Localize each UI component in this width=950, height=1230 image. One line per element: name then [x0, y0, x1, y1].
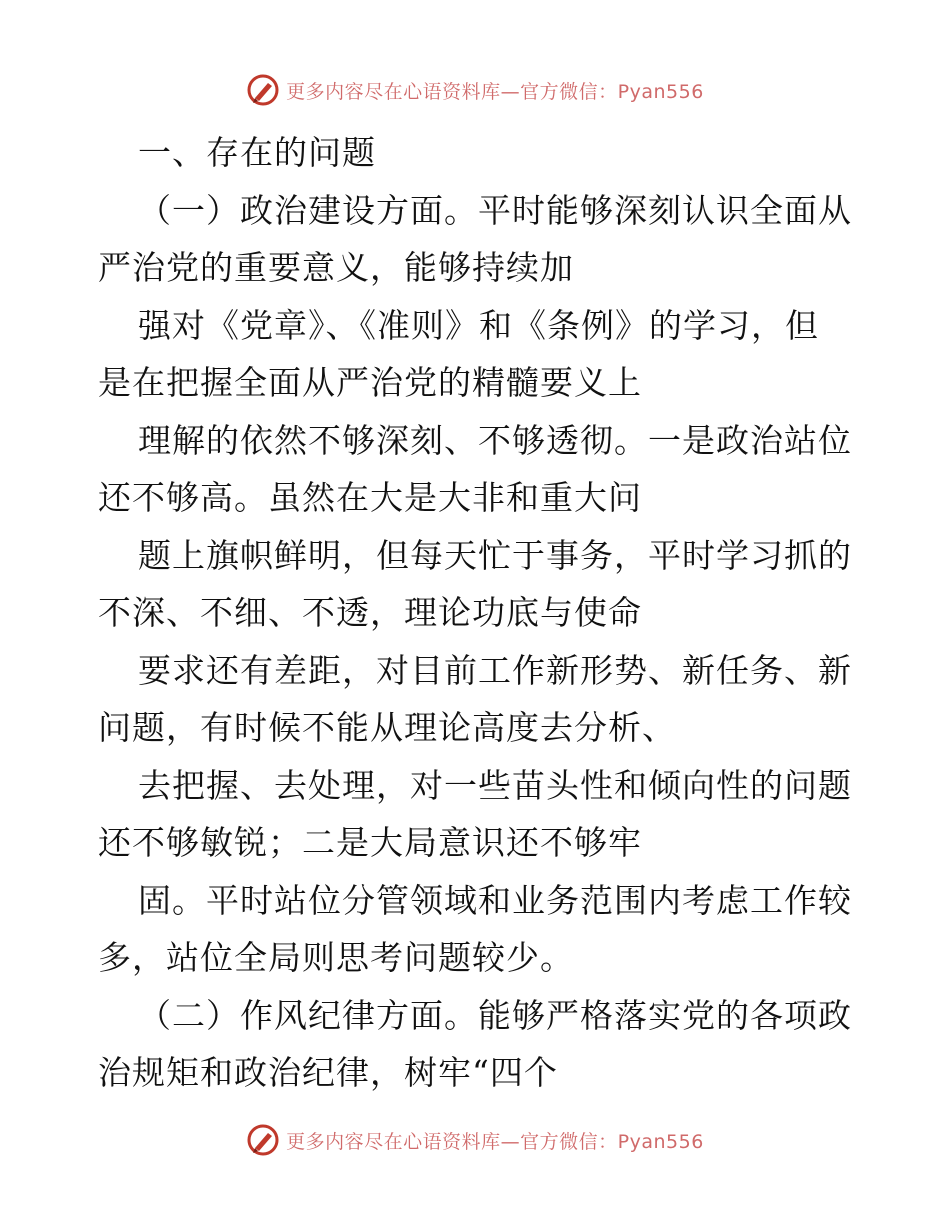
paragraph-line: 是在把握全面从严治党的精髓要义上 [98, 363, 642, 402]
paragraph-line: 严治党的重要意义，能够持续加 [98, 248, 574, 287]
paragraph-line: 问题，有时候不能从理论高度去分析、 [98, 708, 676, 747]
paragraph-line: 强对《党章》、《准则》和《条例》的学习，但 [138, 305, 819, 345]
banner-text: 更多内容尽在心语资料库—官方微信：Pyan556 [286, 1130, 704, 1153]
paragraph-line: 理解的依然不够深刻、不够透彻。一是政治站位 [138, 420, 852, 460]
paragraph-line: （一）政治建设方面。平时能够深刻认识全面从 [138, 190, 852, 230]
document-body [98, 124, 858, 1102]
paragraph-line: （二）作风纪律方面。能够严格落实党的各项政 [138, 995, 852, 1035]
section-heading: 一、存在的问题 [138, 133, 376, 172]
pen-logo-icon [246, 1123, 280, 1157]
paragraph-line: 多，站位全局则思考问题较少。 [98, 938, 574, 977]
footer-banner [0, 1120, 950, 1160]
paragraph-line: 要求还有差距，对目前工作新形势、新任务、新 [138, 650, 852, 690]
paragraph-line: 题上旗帜鲜明，但每天忙于事务，平时学习抓的 [138, 535, 852, 575]
paragraph-line: 固。平时站位分管领域和业务范围内考虑工作较 [138, 880, 852, 920]
paragraph-line: 还不够敏锐；二是大局意识还不够牢 [98, 823, 642, 862]
paragraph-line: 还不够高。虽然在大是大非和重大问 [98, 478, 642, 517]
paragraph-line: 去把握、去处理，对一些苗头性和倾向性的问题 [138, 765, 852, 805]
paragraph-line: 治规矩和政治纪律，树牢“四个 [98, 1053, 558, 1092]
banner-text: 更多内容尽在心语资料库—官方微信：Pyan556 [286, 80, 704, 103]
pen-logo-icon [246, 73, 280, 107]
paragraph-line: 不深、不细、不透，理论功底与使命 [98, 593, 642, 632]
header-banner [0, 70, 950, 110]
